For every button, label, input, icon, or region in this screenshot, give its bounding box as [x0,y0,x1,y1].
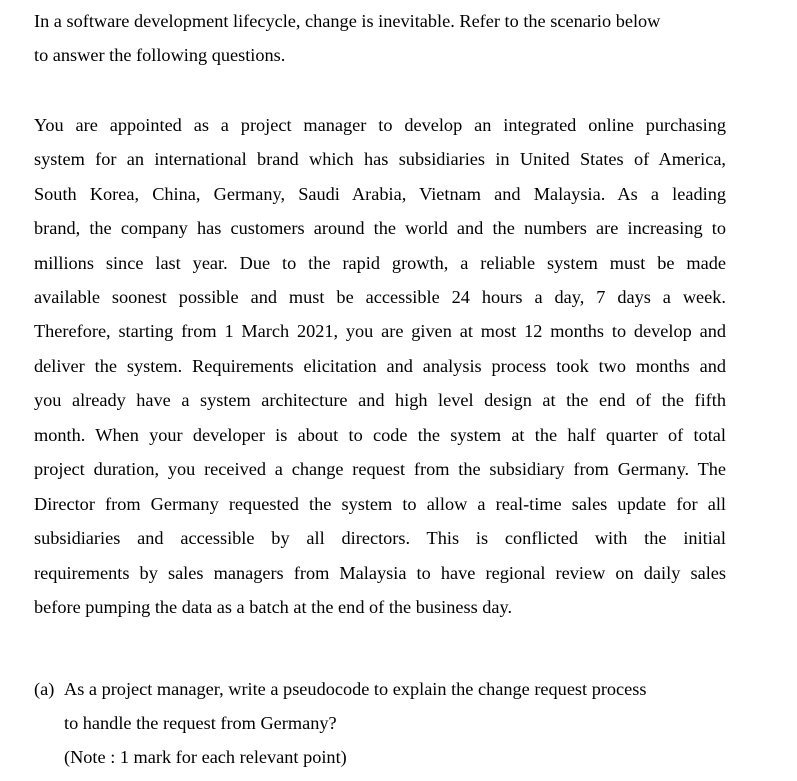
scenario-line-4: brand, the company has customers around the world and the numbers are increasing to [34,218,726,238]
scenario-line-14: requirements by sales managers from Malaysia to have regional review on daily sales [34,563,726,583]
question-a-line-1: As a project manager, write a pseudocode to explain the change request process [64,679,647,699]
question-a-note: (Note : 1 mark for each relevant point) [64,747,347,767]
scenario-line-9: you already have a system architecture and high level design at the end of the fifth [34,390,726,410]
scenario-line-10: month. When your developer is about to code the system at the half quarter of total [34,425,726,445]
scenario-line-15: before pumping the data as a batch at the end of the business day. [34,597,513,617]
question-a-marker: (a) [34,679,55,699]
scenario-line-3: South Korea, China, Germany, Saudi Arabia, Vietnam and Malaysia. As a leading [34,184,726,204]
scenario-line-2: system for an international brand which has subsidiaries in United States of America, [34,149,726,169]
scenario-line-6: available soonest possible and must be accessible 24 hours a day, 7 days a week. [34,287,726,307]
scenario-line-11: project duration, you received a change request from the subsidiary from Germany. The [34,459,726,479]
scenario-line-7: Therefore, starting from 1 March 2021, you are given at most 12 months to develop and [34,321,726,341]
intro-line-2: to answer the following questions. [34,45,286,65]
scenario-line-13: subsidiaries and accessible by all directors. This is conflicted with the initial [34,528,726,548]
intro-line-1: In a software development lifecycle, change is inevitable. Refer to the scenario below [34,11,661,31]
question-a-line-2: to handle the request from Germany? [64,713,337,733]
scenario-line-8: deliver the system. Requirements elicitation and analysis process took two months and [34,356,726,376]
scenario-line-5: millions since last year. Due to the rapid growth, a reliable system must be made [34,253,726,273]
scenario-line-1: You are appointed as a project manager to develop an integrated online purchasing [34,115,726,135]
scenario-line-12: Director from Germany requested the system to allow a real-time sales update for all [34,494,726,514]
